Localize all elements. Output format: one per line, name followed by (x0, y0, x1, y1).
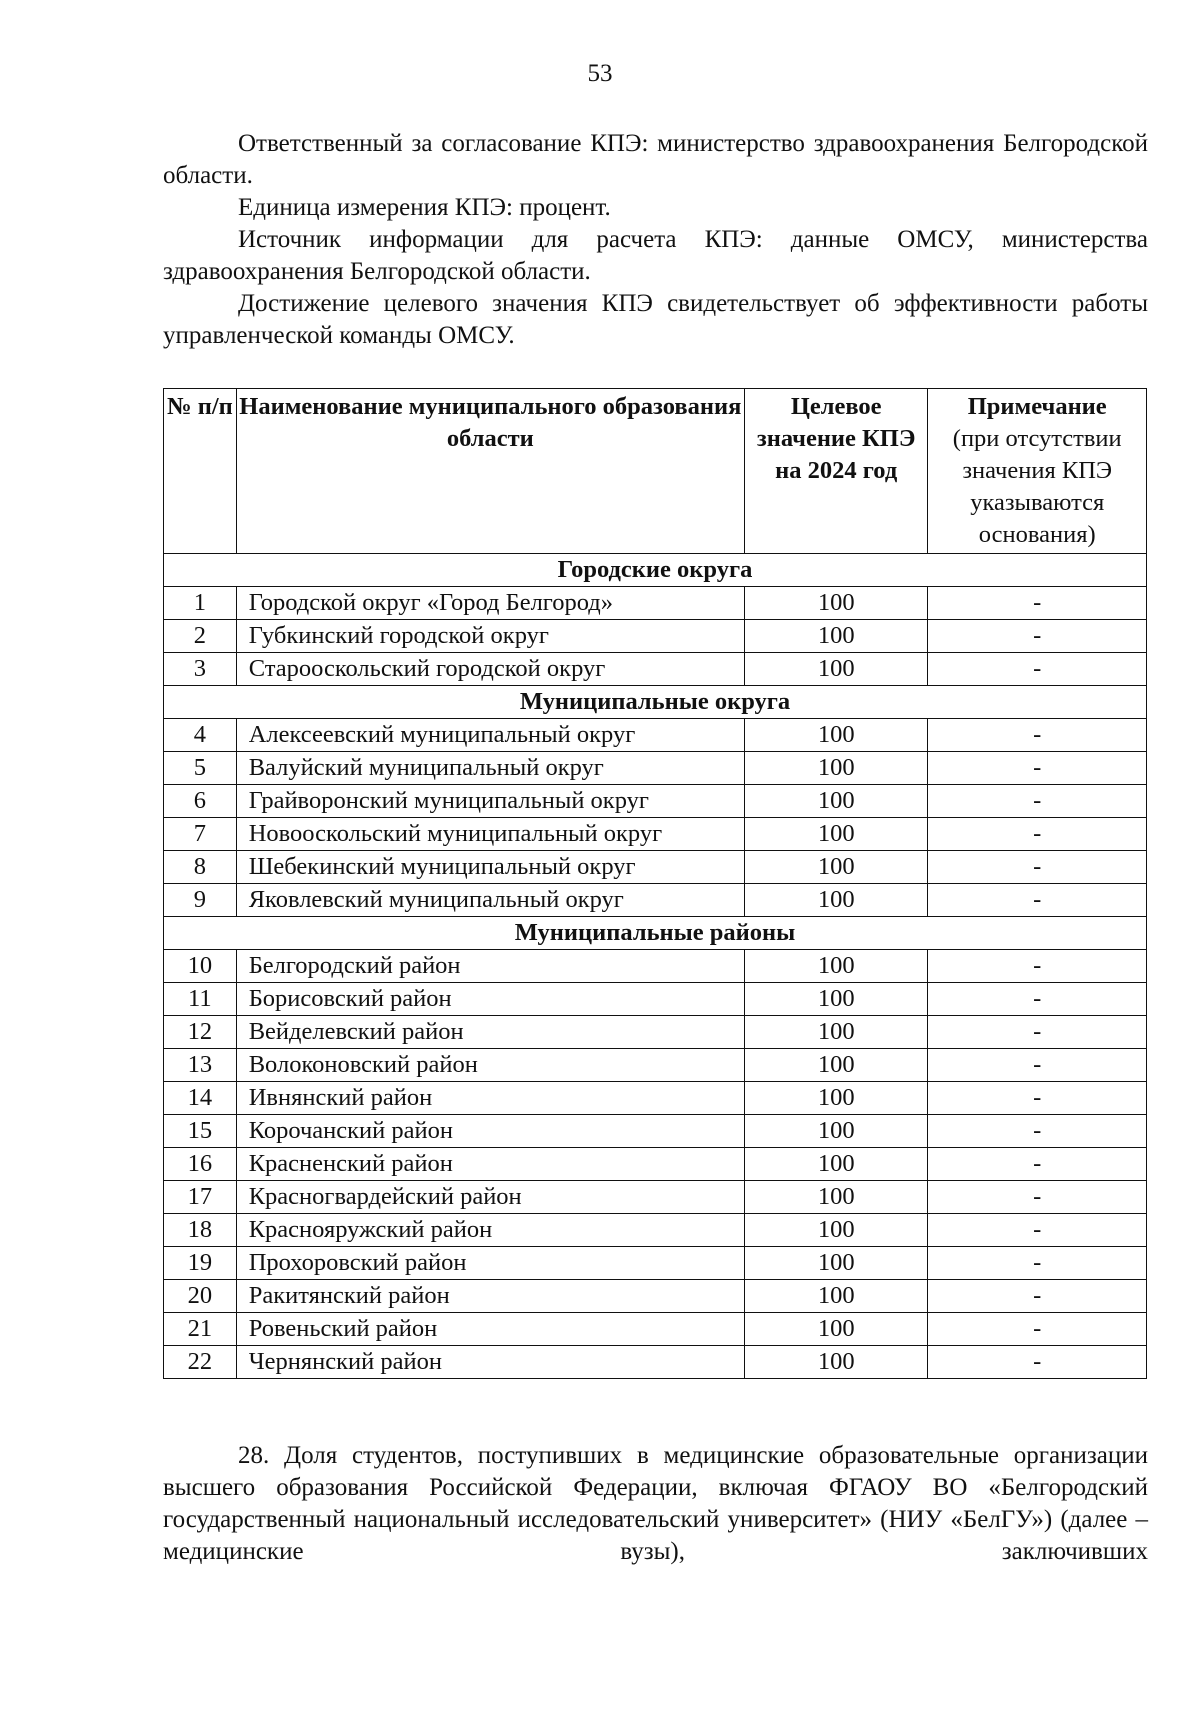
section-header-row (164, 917, 1147, 950)
row-number: 3 (164, 653, 237, 686)
row-name: Ракитянский район (236, 1280, 744, 1313)
row-target-value: 100 (744, 1313, 927, 1346)
row-note: - (928, 1280, 1147, 1313)
table-row (164, 1115, 1147, 1148)
header-target: Целевое значение КПЭ на 2024 год (744, 389, 927, 554)
row-number: 9 (164, 884, 237, 917)
row-name: Корочанский район (236, 1115, 744, 1148)
source-paragraph: Источник информации для расчета КПЭ: данные ОМСУ, министерства здравоохранения Белгородской области. (163, 226, 1148, 285)
row-number: 19 (164, 1247, 237, 1280)
row-target-value: 100 (744, 983, 927, 1016)
row-note: - (928, 1247, 1147, 1280)
row-name: Борисовский район (236, 983, 744, 1016)
row-target-value: 100 (744, 1016, 927, 1049)
table-row (164, 1016, 1147, 1049)
row-number: 18 (164, 1214, 237, 1247)
row-note: - (928, 587, 1147, 620)
row-name: Вейделевский район (236, 1016, 744, 1049)
row-target-value: 100 (744, 653, 927, 686)
row-name: Яковлевский муниципальный округ (236, 884, 744, 917)
row-note: - (928, 1181, 1147, 1214)
row-target-value: 100 (744, 1214, 927, 1247)
row-target-value: 100 (744, 1049, 927, 1082)
row-note: - (928, 950, 1147, 983)
row-target-value: 100 (744, 1280, 927, 1313)
page-number: 53 (587, 60, 613, 87)
table-row (164, 752, 1147, 785)
row-name: Губкинский городской округ (236, 620, 744, 653)
row-name: Ровеньский район (236, 1313, 744, 1346)
row-name: Новооскольский муниципальный округ (236, 818, 744, 851)
row-name: Прохоровский район (236, 1247, 744, 1280)
table-row (164, 653, 1147, 686)
row-number: 14 (164, 1082, 237, 1115)
row-target-value: 100 (744, 785, 927, 818)
row-name: Красненский район (236, 1148, 744, 1181)
table-row (164, 1082, 1147, 1115)
row-note: - (928, 653, 1147, 686)
section-title: Городские округа (164, 554, 1147, 587)
row-name: Городской округ «Город Белгород» (236, 587, 744, 620)
achievement-paragraph: Достижение целевого значения КПЭ свидетельствует об эффективности работы управленческой команды ОМСУ. (163, 290, 1148, 349)
table-row (164, 884, 1147, 917)
table-row (164, 587, 1147, 620)
row-target-value: 100 (744, 950, 927, 983)
row-note: - (928, 752, 1147, 785)
row-target-value: 100 (744, 818, 927, 851)
header-note-title: Примечание (967, 393, 1107, 420)
table-row (164, 818, 1147, 851)
header-num: № п/п (164, 389, 237, 554)
row-number: 13 (164, 1049, 237, 1082)
item-28-paragraph: 28. Доля студентов, поступивших в медицинские образовательные организации высшего образования Российской Федерации, включая ФГАОУ ВО «Белгородский государственный национальный исследовательский университет» (НИУ «БелГУ») (далее – медицинские вузы), заключивших (163, 1442, 1148, 1565)
row-name: Красногвардейский район (236, 1181, 744, 1214)
row-number: 1 (164, 587, 237, 620)
row-note: - (928, 719, 1147, 752)
row-number: 20 (164, 1280, 237, 1313)
row-number: 11 (164, 983, 237, 1016)
table-row (164, 1313, 1147, 1346)
row-note: - (928, 884, 1147, 917)
row-note: - (928, 1346, 1147, 1379)
table-row (164, 1247, 1147, 1280)
row-number: 22 (164, 1346, 237, 1379)
table-row (164, 1280, 1147, 1313)
header-note (928, 389, 1147, 554)
row-note: - (928, 1148, 1147, 1181)
header-name: Наименование муниципального образования области (236, 389, 744, 554)
row-number: 12 (164, 1016, 237, 1049)
row-number: 17 (164, 1181, 237, 1214)
row-number: 21 (164, 1313, 237, 1346)
row-note: - (928, 1214, 1147, 1247)
kpe-table (163, 388, 1147, 1379)
row-target-value: 100 (744, 752, 927, 785)
row-number: 6 (164, 785, 237, 818)
row-number: 2 (164, 620, 237, 653)
section-title: Муниципальные районы (164, 917, 1147, 950)
row-target-value: 100 (744, 1082, 927, 1115)
table-header-row (164, 389, 1147, 554)
row-note: - (928, 1082, 1147, 1115)
row-name: Краснояружский район (236, 1214, 744, 1247)
row-number: 5 (164, 752, 237, 785)
row-note: - (928, 1313, 1147, 1346)
row-target-value: 100 (744, 719, 927, 752)
section-header-row (164, 554, 1147, 587)
table-row (164, 1181, 1147, 1214)
table-row (164, 620, 1147, 653)
row-note: - (928, 1049, 1147, 1082)
header-note-sub: (при отсутствии значения КПЭ указываются основания) (952, 425, 1122, 548)
row-number: 4 (164, 719, 237, 752)
row-name: Волоконовский район (236, 1049, 744, 1082)
row-target-value: 100 (744, 1346, 927, 1379)
table-body (164, 554, 1147, 1379)
row-name: Старооскольский городской округ (236, 653, 744, 686)
row-note: - (928, 818, 1147, 851)
row-name: Чернянский район (236, 1346, 744, 1379)
row-name: Алексеевский муниципальный округ (236, 719, 744, 752)
row-note: - (928, 1016, 1147, 1049)
section-title: Муниципальные округа (164, 686, 1147, 719)
row-target-value: 100 (744, 587, 927, 620)
row-target-value: 100 (744, 884, 927, 917)
row-note: - (928, 1115, 1147, 1148)
responsible-paragraph: Ответственный за согласование КПЭ: министерство здравоохранения Белгородской области. (163, 130, 1148, 189)
row-note: - (928, 785, 1147, 818)
table-row (164, 1214, 1147, 1247)
table-row (164, 1049, 1147, 1082)
table-row (164, 983, 1147, 1016)
row-target-value: 100 (744, 1115, 927, 1148)
row-name: Шебекинский муниципальный округ (236, 851, 744, 884)
row-target-value: 100 (744, 851, 927, 884)
row-number: 15 (164, 1115, 237, 1148)
table-row (164, 950, 1147, 983)
row-target-value: 100 (744, 1181, 927, 1214)
row-name: Ивнянский район (236, 1082, 744, 1115)
table-row (164, 1148, 1147, 1181)
table-row (164, 785, 1147, 818)
row-target-value: 100 (744, 620, 927, 653)
row-name: Белгородский район (236, 950, 744, 983)
section-header-row (164, 686, 1147, 719)
table-row (164, 719, 1147, 752)
row-name: Валуйский муниципальный округ (236, 752, 744, 785)
row-target-value: 100 (744, 1247, 927, 1280)
table-row (164, 851, 1147, 884)
row-number: 10 (164, 950, 237, 983)
row-note: - (928, 620, 1147, 653)
table-row (164, 1346, 1147, 1379)
row-note: - (928, 851, 1147, 884)
row-number: 8 (164, 851, 237, 884)
row-number: 16 (164, 1148, 237, 1181)
row-number: 7 (164, 818, 237, 851)
row-name: Грайворонский муниципальный округ (236, 785, 744, 818)
unit-paragraph: Единица измерения КПЭ: процент. (238, 194, 611, 221)
row-target-value: 100 (744, 1148, 927, 1181)
row-note: - (928, 983, 1147, 1016)
